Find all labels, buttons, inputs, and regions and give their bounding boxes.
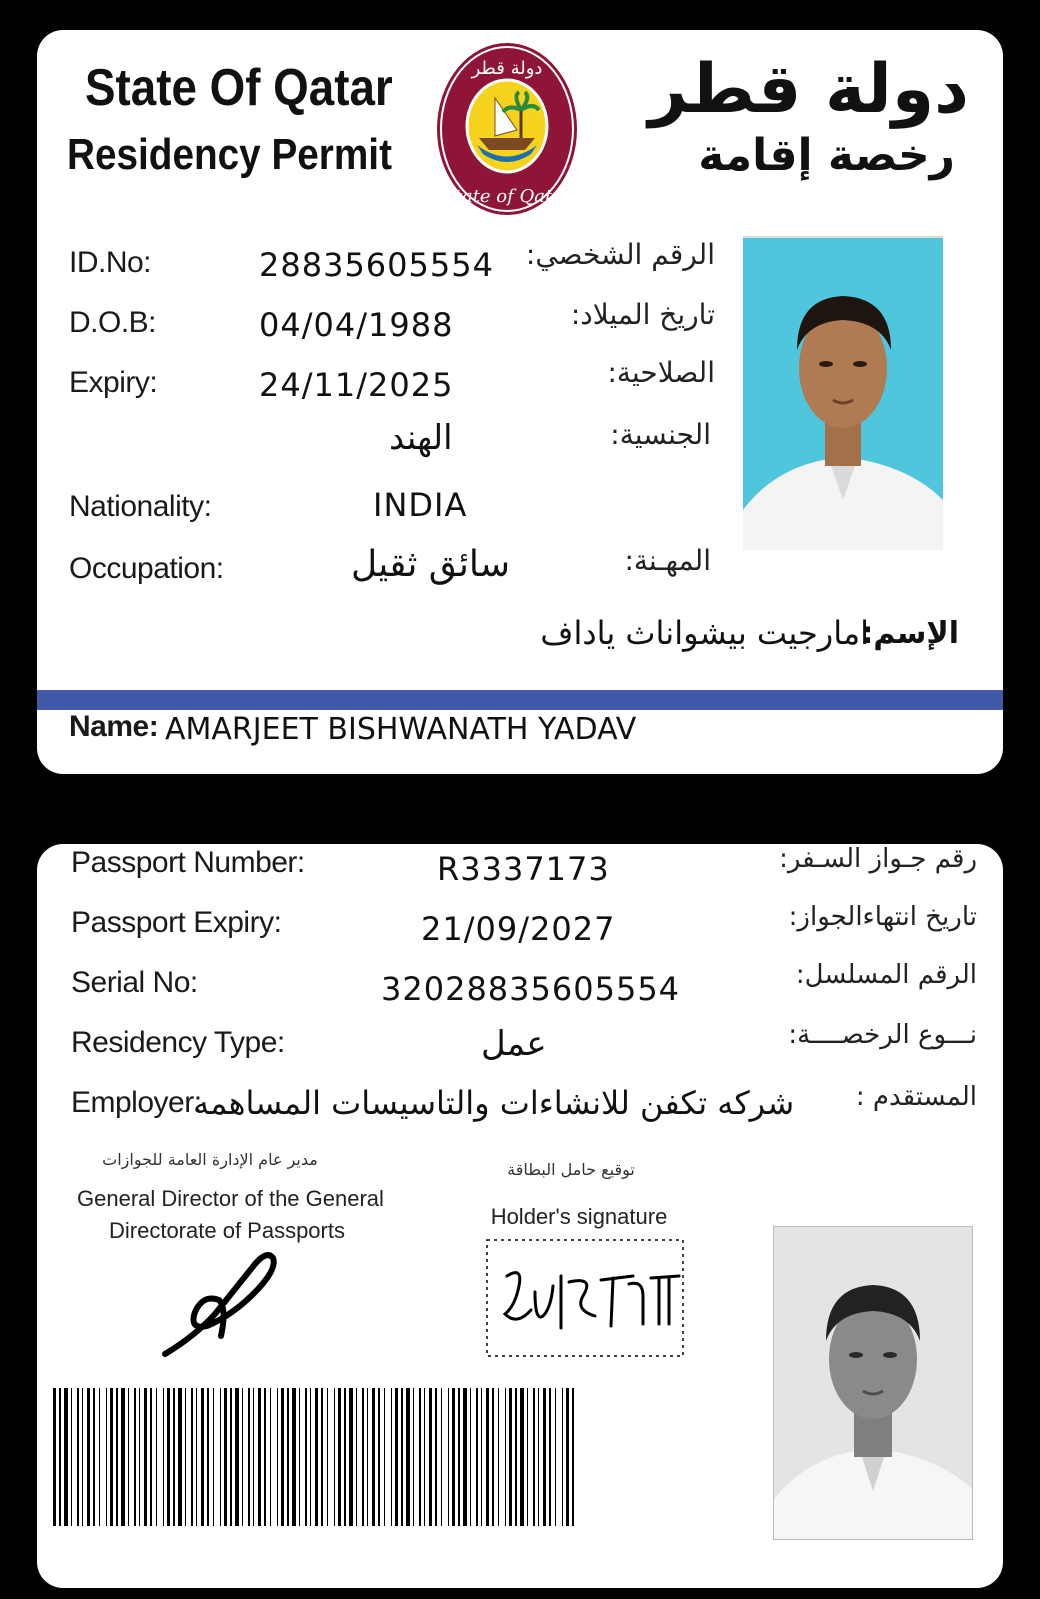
barcode-bar: [230, 1388, 232, 1526]
barcode-bar: [448, 1388, 449, 1526]
holder-en: Holder's signature: [490, 1204, 668, 1229]
barcode-bar: [93, 1388, 95, 1526]
subtitle-ar: رخصة إقامة: [698, 130, 955, 181]
serial-label-ar: الرقم المسلسل:: [795, 960, 977, 990]
barcode-bar: [156, 1388, 157, 1526]
barcode-bar: [406, 1388, 410, 1526]
director-en-line2: Directorate of Passports: [109, 1218, 345, 1243]
barcode-bar: [178, 1388, 182, 1526]
barcode-bar: [435, 1388, 437, 1526]
barcode-bar: [395, 1388, 398, 1526]
barcode-bar: [470, 1388, 471, 1526]
barcode-bar: [452, 1388, 455, 1526]
nationality-label: Nationality:: [69, 490, 212, 523]
nationality-value-ar: الهند: [389, 418, 453, 458]
barcode-bar: [315, 1388, 318, 1526]
nationality-label-ar: الجنسية:: [610, 418, 711, 451]
nationality-value: INDIA: [373, 486, 468, 524]
name-label-ar: الإسم:: [861, 616, 959, 651]
expiry-label-ar: الصلاحية:: [607, 356, 715, 389]
employer-value-ar: شركه تكفن للانشاءات والتاسيسات المساهمه: [193, 1084, 795, 1122]
barcode-bar: [505, 1388, 506, 1526]
barcode-bar: [533, 1388, 535, 1526]
barcode-bar: [338, 1388, 341, 1526]
person-photo-gray-icon: [774, 1227, 972, 1539]
barcode-bar: [287, 1388, 289, 1526]
barcode-bar: [391, 1388, 392, 1526]
barcode-bar: [59, 1388, 61, 1526]
name-value: AMARJEET BISHWANATH YADAV: [165, 712, 637, 747]
barcode-bar: [492, 1388, 494, 1526]
id-label-ar: الرقم الشخصي:: [525, 238, 715, 271]
barcode-bar: [264, 1388, 266, 1526]
barcode-bar: [270, 1388, 271, 1526]
serial-label: Serial No:: [71, 966, 198, 999]
barcode-bar: [520, 1388, 524, 1526]
barcode-bar: [476, 1388, 478, 1526]
barcode-bar: [441, 1388, 442, 1526]
barcode-bar: [429, 1388, 432, 1526]
barcode-bar: [372, 1388, 375, 1526]
barcode-bar: [224, 1388, 227, 1526]
barcode-bar: [498, 1388, 499, 1526]
barcode-bar: [82, 1388, 83, 1526]
barcode-bar: [53, 1388, 56, 1526]
occupation-label: Occupation:: [69, 552, 224, 585]
person-photo-icon: [743, 238, 943, 550]
barcode-bar: [116, 1388, 118, 1526]
passport-expiry-label-ar: تاريخ انتهاءالجواز:: [788, 902, 977, 932]
passport-label: Passport Number:: [71, 846, 305, 879]
barcode-bar: [144, 1388, 147, 1526]
name-label: Name:: [69, 710, 159, 743]
barcode-bar: [515, 1388, 517, 1526]
barcode-bar: [64, 1388, 68, 1526]
employer-label-ar: المستقدم :: [855, 1082, 977, 1112]
barcode-bar: [310, 1388, 311, 1526]
holder-photo-grayscale: [773, 1226, 973, 1540]
barcode-bar: [481, 1388, 482, 1526]
qatar-emblem-icon: [435, 40, 579, 218]
barcode-bar: [327, 1388, 328, 1526]
residency-type-label-ar: نـــوع الرخصــــة:: [788, 1020, 977, 1050]
barcode-bar: [419, 1388, 421, 1526]
barcode-bar: [378, 1388, 380, 1526]
barcode-bar: [299, 1388, 300, 1526]
holder-ar: توقيع حامل البطاقة: [507, 1160, 635, 1179]
emblem-text-ar: دولة قطر: [471, 58, 543, 79]
barcode-bar: [71, 1388, 72, 1526]
title-ar: دولة قطر: [648, 50, 969, 129]
passport-expiry-value: 21/09/2027: [421, 910, 616, 948]
name-value-ar: امارجيت بيشواناث ياداف: [540, 614, 869, 652]
expiry-value: 24/11/2025: [259, 366, 454, 404]
barcode-bar: [253, 1388, 254, 1526]
barcode-bar: [121, 1388, 125, 1526]
occupation-label-ar: المهـنة:: [624, 544, 711, 577]
barcode-bar: [110, 1388, 113, 1526]
residency-type-label: Residency Type:: [71, 1026, 285, 1059]
barcode-bar: [99, 1388, 100, 1526]
expiry-label: Expiry:: [69, 366, 158, 399]
barcode-bar: [134, 1388, 136, 1526]
director-signature-icon: [155, 1244, 285, 1364]
subtitle-en: Residency Permit: [67, 130, 392, 179]
barcode-bar: [321, 1388, 323, 1526]
barcode-bar: [509, 1388, 512, 1526]
barcode-bar: [248, 1388, 250, 1526]
director-ar: مدير عام الإدارة العامة للجوازات: [102, 1150, 318, 1169]
barcode-bar: [384, 1388, 385, 1526]
barcode-bar: [334, 1388, 335, 1526]
barcode-bar: [367, 1388, 368, 1526]
title-en: State Of Qatar: [85, 59, 393, 117]
passport-expiry-label: Passport Expiry:: [71, 906, 282, 939]
dob-label: D.O.B:: [69, 306, 157, 339]
barcode-bar: [572, 1388, 574, 1526]
barcode-bar: [87, 1388, 90, 1526]
barcode-bar: [401, 1388, 403, 1526]
director-en-line1: General Director of the General: [77, 1186, 384, 1211]
barcode-bar: [362, 1388, 364, 1526]
barcode-bar: [281, 1388, 284, 1526]
holder-signature-icon: [483, 1236, 689, 1360]
barcode-bar: [413, 1388, 414, 1526]
dob-label-ar: تاريخ الميلاد:: [570, 298, 715, 331]
barcode-bar: [207, 1388, 209, 1526]
barcode-bar: [555, 1388, 556, 1526]
barcode-bar: [538, 1388, 539, 1526]
barcode-bar: [562, 1388, 563, 1526]
barcode-bar: [191, 1388, 193, 1526]
barcode-bar: [566, 1388, 569, 1526]
barcode-bar: [150, 1388, 152, 1526]
residency-permit-back: [37, 844, 1003, 1588]
barcode-bar: [349, 1388, 353, 1526]
barcode-bar: [77, 1388, 79, 1526]
barcode-bar: [201, 1388, 204, 1526]
barcode-bar: [344, 1388, 346, 1526]
serial-value: 32028835605554: [381, 970, 681, 1008]
barcode-bar: [242, 1388, 243, 1526]
barcode-bar: [549, 1388, 551, 1526]
barcode-bar: [277, 1388, 278, 1526]
barcode-bar: [235, 1388, 239, 1526]
barcode-bar: [196, 1388, 197, 1526]
holder-photo: [743, 236, 943, 550]
barcode-bar: [424, 1388, 425, 1526]
barcode-bar: [292, 1388, 296, 1526]
barcode-bar: [128, 1388, 129, 1526]
barcode-bar: [173, 1388, 175, 1526]
barcode: [53, 1388, 577, 1526]
passport-value: R3337173: [437, 850, 610, 888]
barcode-bar: [543, 1388, 546, 1526]
passport-label-ar: رقم جـواز السـفر:: [779, 844, 977, 874]
barcode-bar: [163, 1388, 164, 1526]
barcode-bar: [167, 1388, 170, 1526]
barcode-bar: [305, 1388, 307, 1526]
barcode-bar: [139, 1388, 140, 1526]
barcode-bar: [527, 1388, 528, 1526]
occupation-value-ar: سائق ثقيل: [351, 544, 510, 585]
barcode-bar: [106, 1388, 107, 1526]
residency-permit-front: [37, 30, 1003, 774]
dob-value: 04/04/1988: [259, 306, 454, 344]
emblem-text-en: State of Qatar: [442, 186, 572, 207]
barcode-bar: [463, 1388, 467, 1526]
barcode-bar: [258, 1388, 261, 1526]
blue-band: [37, 690, 1003, 710]
employer-label: Employer:: [71, 1086, 202, 1119]
barcode-bar: [486, 1388, 489, 1526]
barcode-bar: [458, 1388, 460, 1526]
barcode-bar: [220, 1388, 221, 1526]
barcode-bar: [213, 1388, 214, 1526]
barcode-bar: [185, 1388, 186, 1526]
barcode-bar: [356, 1388, 357, 1526]
id-label: ID.No:: [69, 246, 152, 279]
id-value: 28835605554: [259, 246, 494, 284]
residency-type-value-ar: عمل: [481, 1024, 547, 1064]
